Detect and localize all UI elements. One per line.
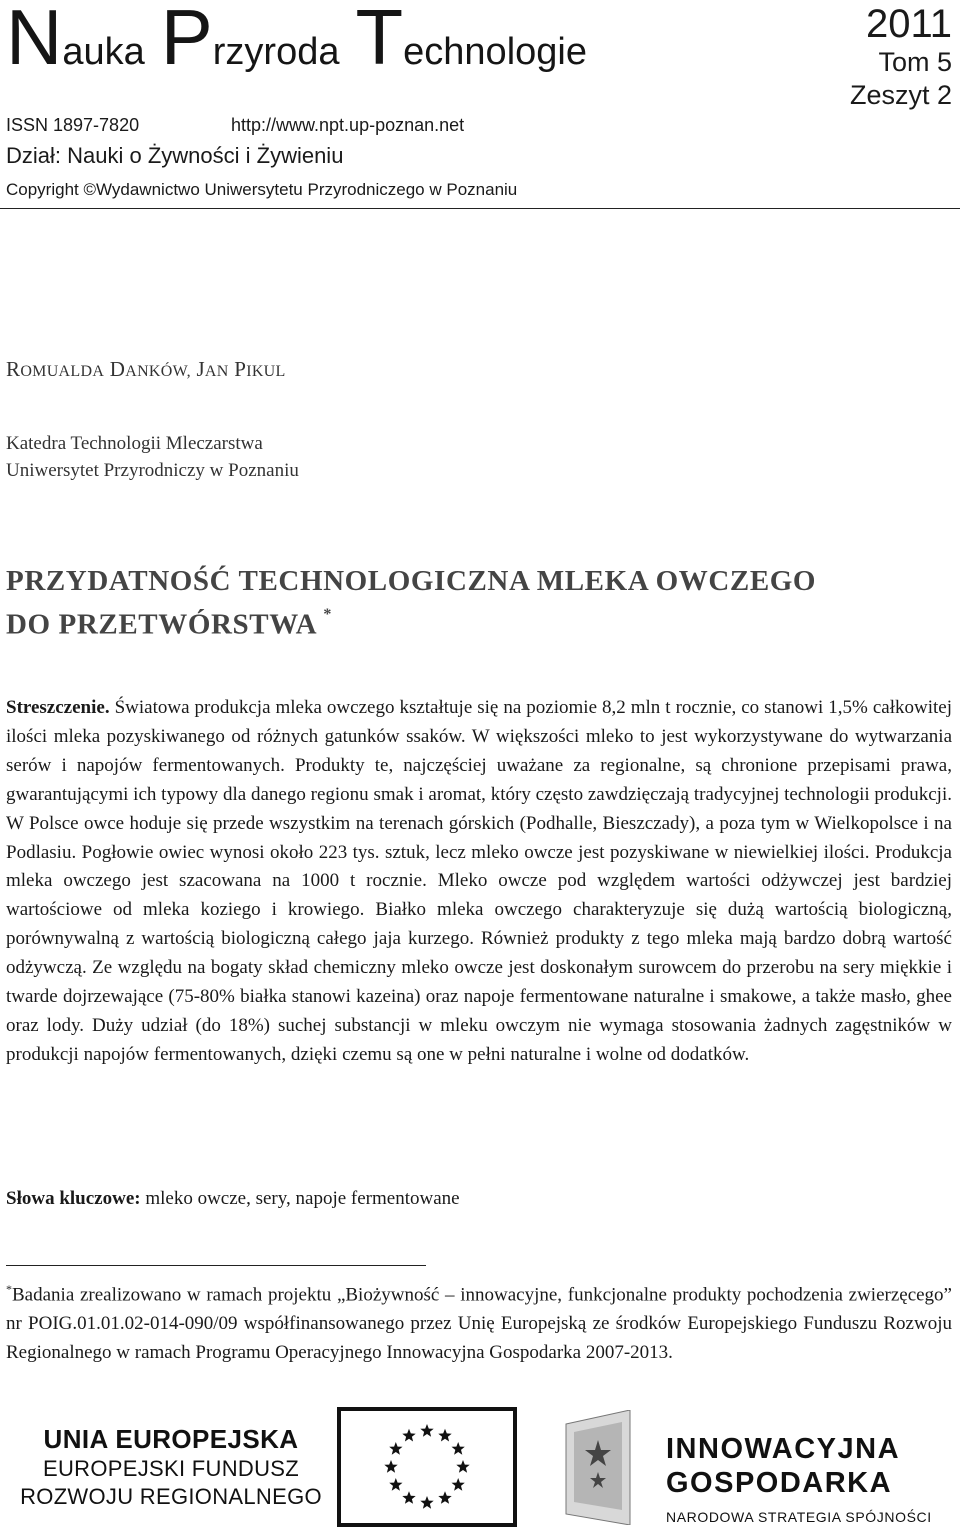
eu-star-icon xyxy=(438,1429,451,1442)
author-cap: J xyxy=(196,357,205,381)
abstract xyxy=(6,694,952,1070)
affiliation-university: Uniwersytet Przyrodniczy w Poznaniu xyxy=(6,460,299,481)
keywords-label: Słowa kluczowe: xyxy=(6,1188,141,1209)
header-divider xyxy=(0,208,960,209)
author-sc: OMUALDA xyxy=(20,363,105,380)
volume: Tom 5 xyxy=(878,47,952,77)
paper-title xyxy=(6,562,946,644)
affiliation-department: Katedra Technologii Mleczarstwa xyxy=(6,433,263,454)
eu-star-icon xyxy=(420,1496,433,1509)
journal-initial: P xyxy=(160,0,213,81)
eu-star-icon xyxy=(402,1429,415,1442)
issue-info xyxy=(850,2,952,112)
journal-url[interactable]: http://www.npt.up-poznan.net xyxy=(231,115,465,135)
copyright: Copyright ©Wydawnictwo Uniwersytetu Przyrodniczego w Poznaniu xyxy=(6,180,518,199)
eu-star-icon xyxy=(438,1491,451,1504)
author-cap: P xyxy=(234,357,247,381)
eu-logo-text xyxy=(16,1423,326,1511)
journal-word: auka xyxy=(62,31,145,73)
ig-logo-line: INNOWACYJNA xyxy=(666,1433,901,1465)
author-cap: D xyxy=(109,357,126,381)
title-footnote-mark[interactable]: * xyxy=(323,606,333,623)
keywords-text: mleko owcze, sery, napoje fermentowane xyxy=(145,1188,460,1209)
keywords xyxy=(6,1188,460,1210)
author-sc: AN xyxy=(204,363,229,380)
abstract-label: Streszczenie. xyxy=(6,697,110,718)
title-line-1: PRZYDATNOŚĆ TECHNOLOGICZNA MLEKA OWCZEGO xyxy=(6,565,817,597)
eu-logo-line: EUROPEJSKI FUNDUSZ xyxy=(43,1456,299,1481)
issn: ISSN 1897-7820 xyxy=(6,115,140,135)
ig-logo-line: GOSPODARKA xyxy=(666,1467,893,1499)
journal-initial: T xyxy=(355,0,404,81)
footnote xyxy=(6,1275,952,1367)
author-sc: IKUL xyxy=(246,363,286,380)
footnote-mark: * xyxy=(6,1282,12,1296)
section-label: Dział: Nauki o Żywności i Żywieniu xyxy=(6,143,344,168)
ig-logo-line: NARODOWA STRATEGIA SPÓJNOŚCI xyxy=(666,1509,932,1525)
eu-flag-icon xyxy=(337,1407,517,1527)
issue: Zeszyt 2 xyxy=(849,80,952,110)
author-cap: R xyxy=(6,357,21,381)
eu-star-icon xyxy=(402,1491,415,1504)
eu-logo-line: ROZWOJU REGIONALNEGO xyxy=(20,1484,322,1509)
issn-row xyxy=(6,115,465,136)
innovative-economy-emblem-icon xyxy=(560,1410,636,1525)
eu-star-icon xyxy=(384,1460,397,1473)
eu-star-icon xyxy=(452,1442,465,1455)
year: 2011 xyxy=(865,2,952,46)
footnote-divider xyxy=(6,1265,426,1266)
journal-word: echnologie xyxy=(403,31,587,73)
author-sc: ANKÓW, xyxy=(125,363,191,380)
title-line-2: DO PRZETWÓRSTWA xyxy=(6,608,316,641)
eu-star-icon xyxy=(456,1460,469,1473)
journal-word: rzyroda xyxy=(212,31,340,73)
eu-star-icon xyxy=(420,1424,433,1437)
journal-initial: N xyxy=(6,0,63,81)
eu-star-icon xyxy=(452,1478,465,1491)
journal-title xyxy=(6,0,603,81)
eu-star-icon xyxy=(389,1478,402,1491)
abstract-text: Światowa produkcja mleka owczego kształtuje się na poziomie 8,2 mln t rocznie, co stanowi 1,5% całkowitej ilości mleka pozyskiwanego od różnych gatunków ssaków. W większości mleko to jest wykorzystywane do wytwarzania serów i napojów fermentowanych. Produkty te, najczęściej uważane za regionalne, są chronione przepisami prawa, gwarantującymi ich typowy dla danego regionu smak i aromat, który często zawdzięczają tradycyjnej technologii produkcji. W Polsce owce hoduje się przede wszystkim na terenach górskich (Podhalle, Bieszczady), a poza tym w Wielkopolsce i na Podlasiu. Pogłowie owiec wynosi około 223 tys. sztuk, lecz mleko owcze jest pozyskiwane w niewielkiej ilości. Produkcja mleka owczego jest szacowana na 1000 t rocznie. Mleko owcze pod względem wartości odżywczej jest bardziej wartościowe od mleka koziego i krowiego. Białko mleka owczego charakteryzuje się dużą wartością biologiczną, porównywalną z wartością biologiczną całego jaja kurzego. Również produkty z tego mleka mają bardzo dobrą wartość odżywczą. Ze względu na bogaty skład chemiczny mleko owcze jest doskonałym surowcem do przerobu na sery miękkie i twarde dojrzewające (75-80% białka stanowi kazeina) oraz napoje fermentowane naturalne i smakowe, a także masło, ghee oraz lody. Duży udział (do 18%) suchej substancji w mleku owczym nie wymaga stosowania żadnych zagęstników w produkcji napojów fermentowanych, dzięki czemu są one w pełni naturalne i wolne od dodatków. xyxy=(6,697,953,1065)
authors xyxy=(6,357,286,382)
eu-logo-line: UNIA EUROPEJSKA xyxy=(43,1424,299,1454)
eu-star-icon xyxy=(389,1442,402,1455)
innovative-economy-logo-text xyxy=(666,1432,932,1528)
footnote-text: Badania zrealizowano w ramach projektu „Biożywność – innowacyjne, funkcjonalne produkty pochodzenia zwierzęcego” nr POIG.01.01.02-014-090/09 współfinansowanego przez Unię Europejską ze środków Europejskiego Funduszu Rozwoju Regionalnego w ramach Programu Operacyjnego Innowacyjna Gospodarka 2007-2013. xyxy=(6,1284,952,1364)
